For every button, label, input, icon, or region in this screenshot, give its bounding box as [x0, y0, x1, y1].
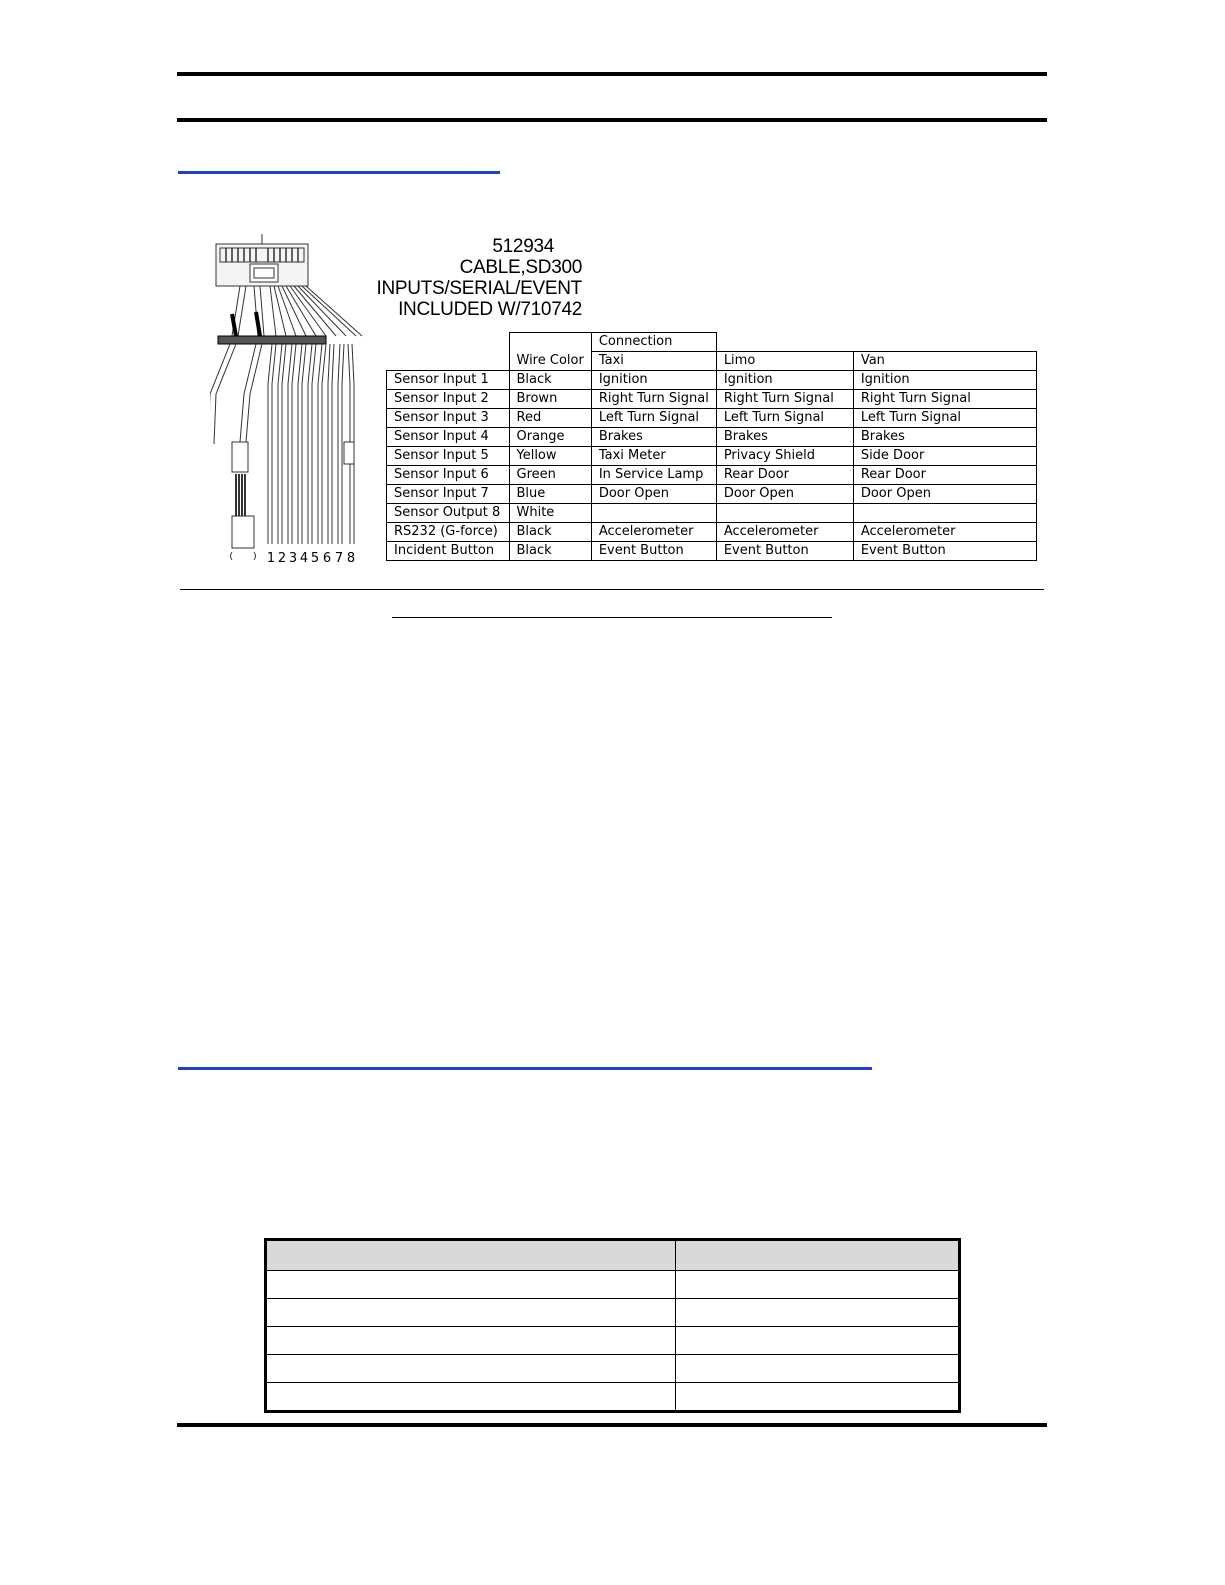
table-cell: Right Turn Signal	[591, 390, 716, 409]
table-row	[387, 485, 1037, 504]
table-cell: Brakes	[591, 428, 716, 447]
table-cell: Yellow	[509, 447, 591, 466]
header-top-rule	[177, 72, 1047, 76]
section-heading-underline	[178, 171, 500, 174]
table-cell: Privacy Shield	[716, 447, 853, 466]
diagram-caption	[360, 236, 582, 320]
table-cell: Sensor Input 3	[387, 409, 510, 428]
caption-line-3: INPUTS/SERIAL/EVENT	[376, 278, 582, 299]
blank-table	[264, 1238, 961, 1413]
table-row	[387, 371, 1037, 390]
table-cell: White	[509, 504, 591, 523]
table-cell: Event Button	[853, 542, 1036, 561]
wire-number-label: 4	[299, 551, 309, 566]
table-row	[266, 1327, 960, 1355]
table-cell: Brown	[509, 390, 591, 409]
table-cell: Accelerometer	[853, 523, 1036, 542]
caption-line-2: CABLE,SD300	[459, 257, 582, 278]
table-cell: In Service Lamp	[591, 466, 716, 485]
table-cell	[676, 1327, 960, 1355]
table-cell	[266, 1327, 676, 1355]
table-cell: Left Turn Signal	[591, 409, 716, 428]
wire-number-label: 3	[288, 551, 298, 566]
table-cell	[676, 1299, 960, 1327]
table-cell: Incident Button	[387, 542, 510, 561]
table-row	[387, 428, 1037, 447]
table-cell	[266, 1299, 676, 1327]
table-cell: Door Open	[716, 485, 853, 504]
table-cell: Side Door	[853, 447, 1036, 466]
table-cell: Rear Door	[716, 466, 853, 485]
column-header: Van	[853, 352, 1036, 371]
table-cell: Black	[509, 371, 591, 390]
footer-rule	[177, 1423, 1047, 1427]
table-cell: Rear Door	[853, 466, 1036, 485]
table-row	[387, 504, 1037, 523]
table-cell	[266, 1271, 676, 1299]
connection-group-header: Connection	[591, 333, 716, 352]
table-row	[387, 409, 1037, 428]
table-group-header-row	[387, 333, 1037, 352]
table-row	[387, 466, 1037, 485]
table-cell: Event Button	[591, 542, 716, 561]
wire-number-label: 6	[322, 551, 332, 566]
section-heading-underline	[178, 1067, 872, 1070]
table-cell: Ignition	[853, 371, 1036, 390]
wire-number-label: 2	[277, 551, 287, 566]
table-cell: RS232 (G-force)	[387, 523, 510, 542]
table-cell: Door Open	[853, 485, 1036, 504]
column-header: Limo	[716, 352, 853, 371]
table-cell	[591, 504, 716, 523]
wire-connection-table	[386, 332, 1037, 561]
table-cell: Taxi Meter	[591, 447, 716, 466]
table-cell: Door Open	[591, 485, 716, 504]
table-cell	[676, 1355, 960, 1383]
table-row	[266, 1299, 960, 1327]
table-row	[387, 390, 1037, 409]
table-cell	[266, 1355, 676, 1383]
table-cell	[266, 1240, 676, 1271]
header-bottom-rule	[177, 118, 1047, 122]
caption-line-4: INCLUDED W/710742	[398, 299, 582, 320]
table-cell	[676, 1383, 960, 1412]
table-cell: Sensor Input 2	[387, 390, 510, 409]
table-cell: Sensor Input 5	[387, 447, 510, 466]
part-number: 512934	[492, 236, 554, 257]
table-cell: Black	[509, 523, 591, 542]
table-cell: Brakes	[853, 428, 1036, 447]
column-header: Wire Color	[509, 352, 591, 371]
wire-number-label: 5	[310, 551, 320, 566]
table-row	[387, 523, 1037, 542]
table-cell	[853, 504, 1036, 523]
table-cell: Accelerometer	[716, 523, 853, 542]
column-header: Taxi	[591, 352, 716, 371]
table-cell	[676, 1240, 960, 1271]
wire-number-label: 7	[334, 551, 344, 566]
table-header-row	[266, 1240, 960, 1271]
table-cell: Left Turn Signal	[716, 409, 853, 428]
table-cell	[676, 1271, 960, 1299]
table-cell: Right Turn Signal	[853, 390, 1036, 409]
table-cell: Sensor Output 8	[387, 504, 510, 523]
table-cell: Ignition	[591, 371, 716, 390]
figure-caption-underline	[392, 617, 832, 618]
table-row	[266, 1383, 960, 1412]
wire-number-label: 1	[266, 551, 276, 566]
table-cell: Sensor Input 4	[387, 428, 510, 447]
wire-number-label: 8	[346, 551, 356, 566]
table-cell: Orange	[509, 428, 591, 447]
table-cell: Sensor Input 1	[387, 371, 510, 390]
table-row	[266, 1355, 960, 1383]
table-cell: Accelerometer	[591, 523, 716, 542]
table-cell: Red	[509, 409, 591, 428]
table-cell	[266, 1383, 676, 1412]
table-cell: Right Turn Signal	[716, 390, 853, 409]
table-cell: Brakes	[716, 428, 853, 447]
table-header-row	[387, 352, 1037, 371]
figure-bottom-rule	[180, 589, 1044, 590]
table-cell: Event Button	[716, 542, 853, 561]
table-cell: Sensor Input 6	[387, 466, 510, 485]
table-row	[387, 542, 1037, 561]
table-cell: Green	[509, 466, 591, 485]
table-cell: Sensor Input 7	[387, 485, 510, 504]
table-cell: Ignition	[716, 371, 853, 390]
table-row	[266, 1271, 960, 1299]
table-cell: Black	[509, 542, 591, 561]
cable-diagram	[210, 234, 370, 574]
table-cell: Left Turn Signal	[853, 409, 1036, 428]
table-cell: Blue	[509, 485, 591, 504]
table-row	[387, 447, 1037, 466]
table-cell	[716, 504, 853, 523]
